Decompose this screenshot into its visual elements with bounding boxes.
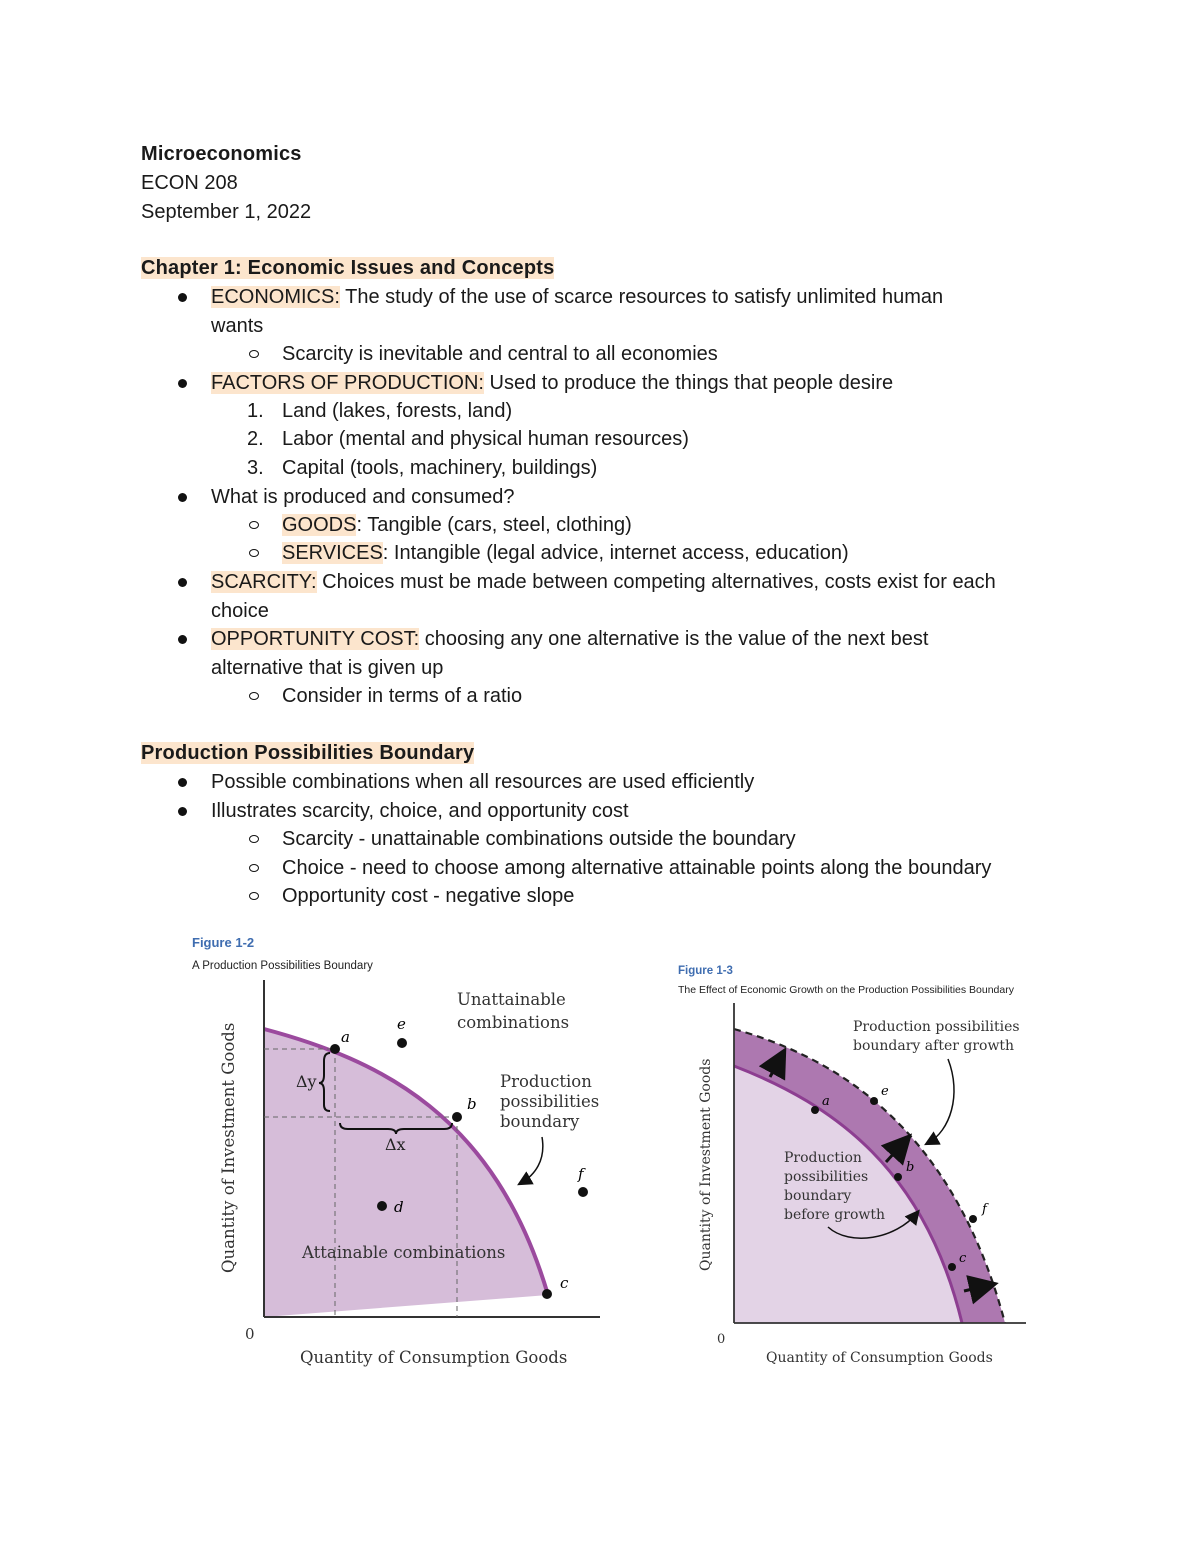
point-a-label: a — [341, 1028, 350, 1046]
goods-def: : Tangible (cars, steel, clothing) — [356, 514, 632, 536]
circle-bullet-icon — [249, 864, 259, 872]
circle-bullet-icon — [249, 692, 259, 700]
opportunity-def: choosing any one alternative is the value of the next best — [419, 628, 929, 650]
before-label-4: before growth — [784, 1207, 885, 1223]
factor-land: Land (lakes, forests, land) — [282, 400, 513, 422]
factors-definition — [211, 369, 893, 397]
attainable-label: Attainable combinations — [302, 1243, 506, 1262]
bullet-icon — [178, 778, 187, 787]
bullet-icon — [178, 293, 187, 302]
ppb-sub-3: Opportunity cost - negative slope — [282, 885, 575, 907]
chapter-heading — [141, 254, 554, 282]
y-axis-label: Quantity of Investment Goods — [698, 1058, 714, 1271]
circle-bullet-icon — [249, 549, 259, 557]
chapter-heading-text: Chapter 1: Economic Issues and Concepts — [141, 257, 555, 279]
point-d-label: d — [394, 1198, 404, 1216]
list-number: 2. — [247, 428, 264, 450]
point-b — [894, 1173, 902, 1181]
delta-x-label: Δx — [385, 1135, 406, 1154]
goods-item — [282, 511, 632, 539]
factor-labor: Labor (mental and physical human resources) — [282, 428, 689, 450]
x-axis-label: Quantity of Consumption Goods — [300, 1348, 568, 1367]
scarcity-def: Choices must be made between competing alternatives, costs exist for each — [316, 571, 996, 593]
scarcity-definition — [211, 568, 996, 596]
origin-label: 0 — [717, 1332, 726, 1347]
goods-term: GOODS — [282, 514, 357, 536]
circle-bullet-icon — [249, 892, 259, 900]
point-a-label: a — [822, 1094, 830, 1109]
list-number: 1. — [247, 400, 264, 422]
course-code: ECON 208 — [141, 172, 238, 194]
economics-definition — [211, 283, 943, 311]
circle-bullet-icon — [249, 350, 259, 358]
figure-label: Figure 1-3 — [678, 965, 733, 977]
point-c-label: c — [959, 1251, 967, 1266]
point-e-label: e — [881, 1084, 889, 1099]
economics-def: The study of the use of scarce resources to satisfy unlimited human — [339, 286, 944, 308]
point-f — [578, 1187, 588, 1197]
ppb-bullet-1: Possible combinations when all resources are used efficiently — [211, 771, 755, 793]
factor-capital: Capital (tools, machinery, buildings) — [282, 457, 598, 479]
circle-bullet-icon — [249, 521, 259, 529]
boundary-label-3: boundary — [500, 1112, 580, 1131]
after-label-2: boundary after growth — [853, 1038, 1015, 1054]
scarcity-term: SCARCITY: — [211, 571, 317, 593]
delta-y-label: Δy — [296, 1072, 317, 1091]
figure-1-2 — [180, 925, 645, 1380]
bullet-icon — [178, 578, 187, 587]
bullet-icon — [178, 807, 187, 816]
boundary-label-2: possibilities — [500, 1092, 600, 1111]
services-term: SERVICES — [282, 542, 383, 564]
before-label-1: Production — [784, 1150, 862, 1166]
ppb-heading — [141, 739, 474, 767]
figure-1-2-svg — [180, 925, 645, 1380]
point-a — [811, 1106, 819, 1114]
doc-date: September 1, 2022 — [141, 201, 312, 223]
figure-caption: A Production Possibilities Boundary — [192, 960, 373, 972]
before-label-3: boundary — [784, 1188, 852, 1204]
ppb-sub-2: Choice - need to choose among alternative attainable points along the boundary — [282, 857, 992, 879]
point-a — [330, 1044, 340, 1054]
point-e — [870, 1097, 878, 1105]
figure-caption: The Effect of Economic Growth on the Production Possibilities Boundary — [678, 984, 1014, 996]
services-item — [282, 539, 849, 567]
services-def: : Intangible (legal advice, internet access, education) — [382, 542, 849, 564]
economics-def-cont: wants — [211, 315, 264, 337]
figure-1-3 — [670, 955, 1040, 1380]
point-b — [452, 1112, 462, 1122]
figure-1-3-svg — [670, 955, 1040, 1380]
y-axis-label: Quantity of Investment Goods — [219, 1022, 238, 1273]
produced-question: What is produced and consumed? — [211, 486, 515, 508]
opportunity-sub: Consider in terms of a ratio — [282, 685, 523, 707]
bullet-icon — [178, 493, 187, 502]
point-e-label: e — [397, 1015, 406, 1033]
point-f-label: f — [982, 1202, 987, 1217]
figure-label: Figure 1-2 — [192, 935, 255, 950]
point-b-label: b — [467, 1095, 477, 1113]
point-c — [542, 1289, 552, 1299]
opportunity-def-cont: alternative that is given up — [211, 657, 444, 679]
ppb-bullet-2: Illustrates scarcity, choice, and opportunity cost — [211, 800, 629, 822]
list-number: 3. — [247, 457, 264, 479]
before-label-2: possibilities — [784, 1169, 869, 1185]
factors-term: FACTORS OF PRODUCTION: — [211, 372, 484, 394]
point-c-label: c — [560, 1274, 569, 1292]
scarcity-def-cont: choice — [211, 600, 269, 622]
ppb-heading-text: Production Possibilities Boundary — [141, 742, 475, 764]
point-b-label: b — [906, 1160, 915, 1175]
point-f — [969, 1215, 977, 1223]
origin-label: 0 — [245, 1325, 255, 1343]
point-d — [377, 1201, 387, 1211]
opportunity-term: OPPORTUNITY COST: — [211, 628, 420, 650]
circle-bullet-icon — [249, 835, 259, 843]
bullet-icon — [178, 379, 187, 388]
opportunity-definition — [211, 625, 928, 653]
after-arrow — [928, 1059, 954, 1143]
unattainable-label-2: combinations — [457, 1013, 570, 1032]
factors-def: Used to produce the things that people desire — [483, 372, 894, 394]
boundary-arrow — [521, 1137, 543, 1183]
boundary-label-1: Production — [500, 1072, 592, 1091]
point-e — [397, 1038, 407, 1048]
after-label-1: Production possibilities — [853, 1019, 1020, 1035]
bullet-icon — [178, 635, 187, 644]
point-f-label: f — [578, 1165, 584, 1183]
ppb-sub-1: Scarcity - unattainable combinations outside the boundary — [282, 828, 796, 850]
point-c — [948, 1263, 956, 1271]
x-axis-label: Quantity of Consumption Goods — [766, 1350, 993, 1366]
unattainable-label-1: Unattainable — [457, 990, 566, 1009]
economics-term: ECONOMICS: — [211, 286, 340, 308]
economics-sub: Scarcity is inevitable and central to all economies — [282, 343, 718, 365]
doc-title: Microeconomics — [141, 143, 302, 165]
